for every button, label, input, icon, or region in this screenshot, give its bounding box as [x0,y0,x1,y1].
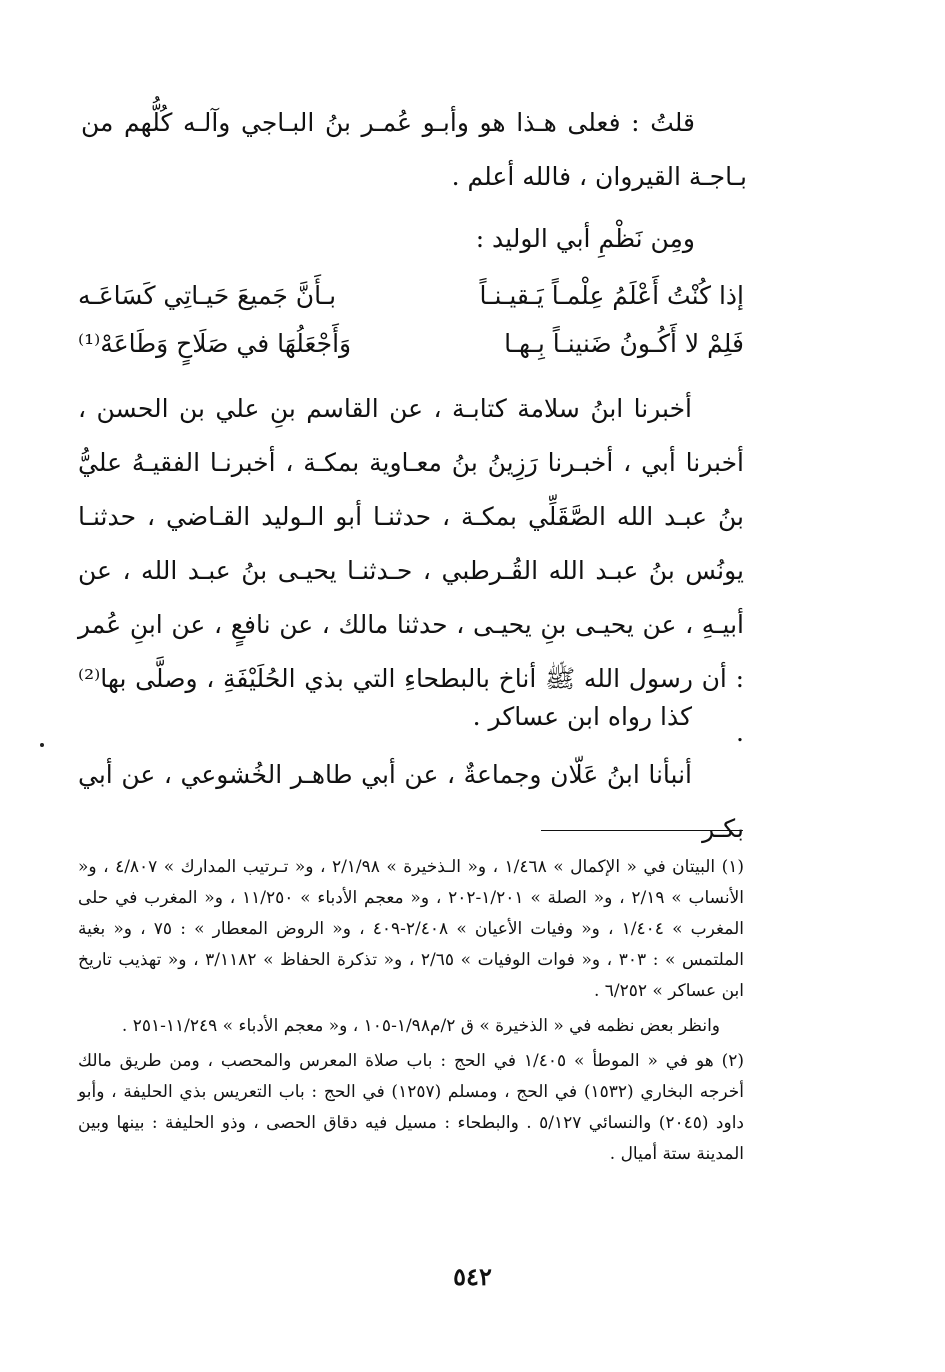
poem-verses [78,272,744,368]
scan-speck [40,743,44,747]
page-number: ٥٤٢ [453,1262,492,1291]
paragraph-opening: قلتُ : فعلى هـذا هو وأبـو عُمـر بنُ البـاجي وآلـه كُلُّهم من بـاجـة القيروان ، فالله أعلم . [81,108,747,191]
footnote-2: (٢) هو في « الموطأ » ١/٤٠٥ في الحج : باب صلاة المعرس والمحصب ، ومن طريق مالك أخرجه البخاري (١٥٣٢) في الحج ، ومسلم (١٢٥٧) في الحج : باب التعريس بذي الحليفة ، وأبو داود (٢٠٤٥) والنسائي ٥/١٢٧ . والبطحاء : مسيل فيه دقاق الحصى ، وذو الحليفة : بينها وبين المدينة ستة أميال . [78,1051,745,1164]
footnotes [78,852,744,1174]
paragraph-ibn-asakir-note: كذا رواه ابن عساكر . [472,702,692,731]
verse-2-first-hemistich: فَلِمْ لا أَكُـونُ ضَنينـاً بِـهـا [504,329,744,358]
footnote-separator [541,830,743,831]
verse-1-second-hemistich: بـأَنَّ جَميعَ حَيـاتِي كَسَاعَـه [78,281,337,310]
verse-1-first-hemistich: إذا كُنْتُ أَعْلَمُ عِلْمـاً يَـقيـنـاً [479,281,744,310]
verse-2-second-hemistich: وَأَجْعَلُهَا في صَلَاحٍ وَطَاعَهْ⁽¹⁾ [78,329,352,358]
paragraph-hadith-chain: أخبرنا ابنُ سلامة كتابـة ، عن القاسم بنِ علي بن الحسن ، أخبرنا أبي ، أخبـرنا رَزِينُ بنُ معـاوية بمكـة ، أخبرنـا الفقيـهُ عليُّ بنُ عبـد الله الصَّقَلِّي بمكـة ، حدثنـا أبو الـوليد القـاضي ، حدثنـا يونُس بنُ عبـد الله القُـرطبي ، حـدثنـا يحيـى بنُ عبـد الله ، عن أبيـهِ ، عن يحيـى بنِ يحيـى ، حدثنا مالك ، عن نافعٍ ، عن ابنِ عُمر : أن رسول الله ﷺ أناخ بالبطحاءِ التي بذي الحُلَيْفَةِ ، وصلَّى بها⁽²⁾ . [78,394,744,747]
opening-paragraphs [81,96,747,266]
verse-line-1 [78,272,744,320]
verse-line-2 [78,320,744,368]
closing-paragraphs [78,690,744,856]
paragraph-anbana: أنبأنا ابنُ عَلّان وجماعةٌ ، عن أبي طاهـر الخُشوعي ، عن أبي بكـر [78,760,744,843]
paragraph-poem-intro: ومِن نَظْمِ أبي الوليد : [475,224,695,253]
footnote-1: (١) البيتان في « الإكمال » ١/٤٦٨ ، و« الـذخيرة » ٢/١/٩٨ ، و« تـرتيب المدارك » ٤/٨٠٧ ، و« الأنساب » ٢/١٩ ، و« الصلة » ١/٢٠١-٢٠٢ ، و« معجم الأدباء » ١١/٢٥٠ ، و« المغرب في حلى المغرب » ١/٤٠٤ ، و« وفيات الأعيان » ٢/٤٠٨-٤٠٩ ، و« الروض المعطار » : ٧٥ ، و« بغية الملتمس » : ٣٠٣ ، و« فوات الوفيات » ٢/٦٥ ، و« تذكرة الحفاظ » ٣/١١٨٢ ، و« تهذيب تاريخ ابن عساكر » ٦/٢٥٢ . [78,857,745,1001]
footnote-1-continued: وانظر بعض نظمه في « الذخيرة » ق ٢/م١/٩٨-١٠٥ ، و« معجم الأدباء » ١١/٢٤٩-٢٥١ . [121,1016,720,1036]
